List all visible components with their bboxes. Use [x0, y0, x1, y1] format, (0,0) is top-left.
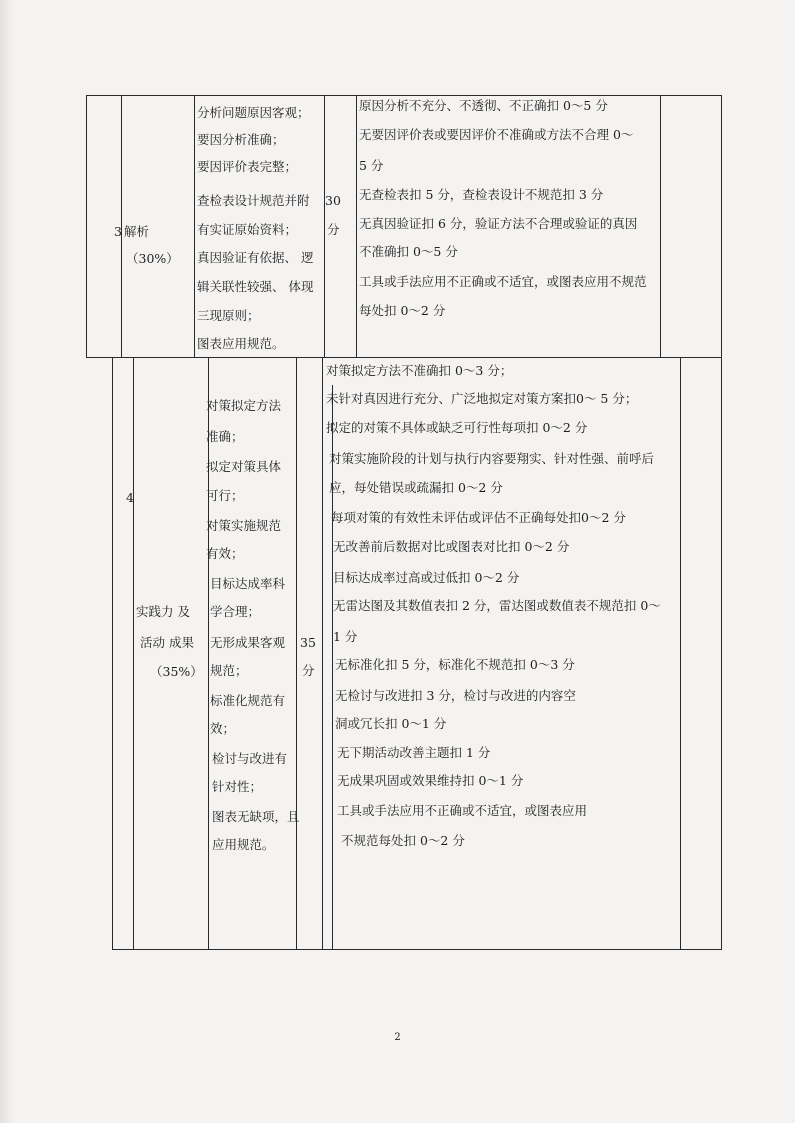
criteria-line: 三现原则； [197, 308, 260, 323]
deduction-line: 不准确扣 0～5 分 [359, 244, 458, 259]
scan-edge-shadow [0, 0, 14, 1123]
row-number: 3 [114, 224, 122, 239]
deduction-line: 应，每处错误或疏漏扣 0～2 分 [329, 480, 503, 495]
row4-border-deduction [322, 357, 323, 949]
criteria-line: 辑关联性较强、 体现 [197, 279, 314, 294]
deduction-line: 5 分 [359, 158, 384, 173]
deduction-line: 拟定的对策不具体或缺乏可行性每项扣 0～2 分 [326, 420, 588, 435]
row4-border-score [296, 357, 297, 949]
row4-border-item [133, 357, 134, 949]
deduction-line: 对策拟定方法不准确扣 0～3 分； [326, 363, 513, 378]
deduction-line: 无成果巩固或效果维持扣 0～1 分 [337, 773, 524, 788]
criteria-line: 真因验证有依据、 逻 [197, 250, 314, 265]
score-unit: 分 [302, 663, 315, 678]
row3-border-left [86, 95, 87, 357]
criteria-line: 学合理； [210, 604, 261, 619]
deduction-line: 无真因验证扣 6 分，验证方法不合理或验证的真因 [359, 216, 638, 231]
criteria-line: 要因分析准确； [197, 132, 285, 147]
deduction-line: 每项对策的有效性未评估或评估不正确每处扣0～2 分 [331, 510, 626, 525]
deduction-line: 每处扣 0～2 分 [359, 303, 446, 318]
scoring-item: 解析 [124, 224, 150, 239]
row3-border-score [324, 95, 325, 357]
deduction-line: 无要因评价表或要因评价不准确或方法不合理 0～ [359, 127, 634, 142]
deduction-line: 原因分析不充分、不透彻、不正确扣 0～5 分 [359, 98, 608, 113]
deduction-line: 工具或手法应用不正确或不适宜，或图表应用不规范 [359, 274, 647, 289]
scoring-weight: （35%） [150, 664, 203, 679]
table-bottom-border [112, 949, 722, 950]
deduction-line: 无查检表扣 5 分，查检表设计不规范扣 3 分 [359, 187, 604, 202]
criteria-line: 目标达成率科 [210, 576, 286, 591]
criteria-line: 应用规范。 [212, 837, 275, 852]
criteria-line: 效； [210, 721, 236, 736]
criteria-line: 无形成果客观 [210, 635, 286, 650]
scoring-weight: （30%） [126, 251, 179, 266]
criteria-line: 查检表设计规范并附 [197, 193, 310, 208]
row3-border-deduction [356, 95, 357, 357]
deduction-line: 不规范每处扣 0～2 分 [341, 833, 465, 848]
criteria-line: 有效； [206, 546, 244, 561]
deduction-line: 无标准化扣 5 分，标准化不规范扣 0～3 分 [335, 657, 575, 672]
deduction-line: 未针对真因进行充分、广泛地拟定对策方案扣0～ 5 分； [326, 391, 638, 406]
score-unit: 分 [327, 222, 340, 237]
deduction-line: 对策实施阶段的计划与执行内容要翔实、针对性强、前呼后 [329, 451, 655, 466]
page-number: 2 [394, 1032, 401, 1043]
criteria-line: 可行； [206, 488, 244, 503]
criteria-line: 分析问题原因客观； [197, 105, 310, 120]
row4-border-right [721, 357, 722, 949]
criteria-line: 准确； [206, 429, 244, 444]
scoring-item-line: 实践力 及 [136, 604, 190, 619]
score-value: 35 [300, 635, 316, 650]
criteria-line: 针对性； [212, 779, 263, 794]
criteria-line: 标准化规范有 [210, 693, 286, 708]
deduction-line: 无检讨与改进扣 3 分，检讨与改进的内容空 [335, 688, 576, 703]
criteria-line: 有实证原始资料； [197, 222, 298, 237]
row3-border-criteria [194, 95, 195, 357]
scoring-item-line: 活动 成果 [140, 635, 194, 650]
criteria-line: 对策拟定方法 [206, 398, 282, 413]
row4-border-left [112, 357, 113, 949]
row-number: 4 [126, 490, 134, 505]
criteria-line: 规范； [210, 663, 248, 678]
deduction-line: 无下期活动改善主题扣 1 分 [337, 745, 491, 760]
deduction-line: 1 分 [333, 629, 358, 644]
deduction-line: 无雷达图及其数值表扣 2 分，雷达图或数值表不规范扣 0～ [333, 598, 661, 613]
deduction-line: 工具或手法应用不正确或不适宜，或图表应用 [337, 803, 588, 818]
row4-border-remark [680, 357, 681, 949]
criteria-line: 图表应用规范。 [197, 336, 285, 351]
row3-border-right [721, 95, 722, 357]
deduction-line: 洞或冗长扣 0～1 分 [335, 716, 447, 731]
row3-border-remark [660, 95, 661, 357]
criteria-line: 拟定对策具体 [206, 459, 282, 474]
deduction-line: 目标达成率过高或过低扣 0～2 分 [333, 570, 520, 585]
criteria-line: 图表无缺项，且 [212, 809, 300, 824]
criteria-line: 检讨与改进有 [212, 751, 288, 766]
criteria-line: 对策实施规范 [206, 518, 282, 533]
criteria-line: 要因评价表完整； [197, 159, 298, 174]
deduction-line: 无改善前后数据对比或图表对比扣 0～2 分 [333, 539, 570, 554]
score-value: 30 [325, 193, 341, 208]
